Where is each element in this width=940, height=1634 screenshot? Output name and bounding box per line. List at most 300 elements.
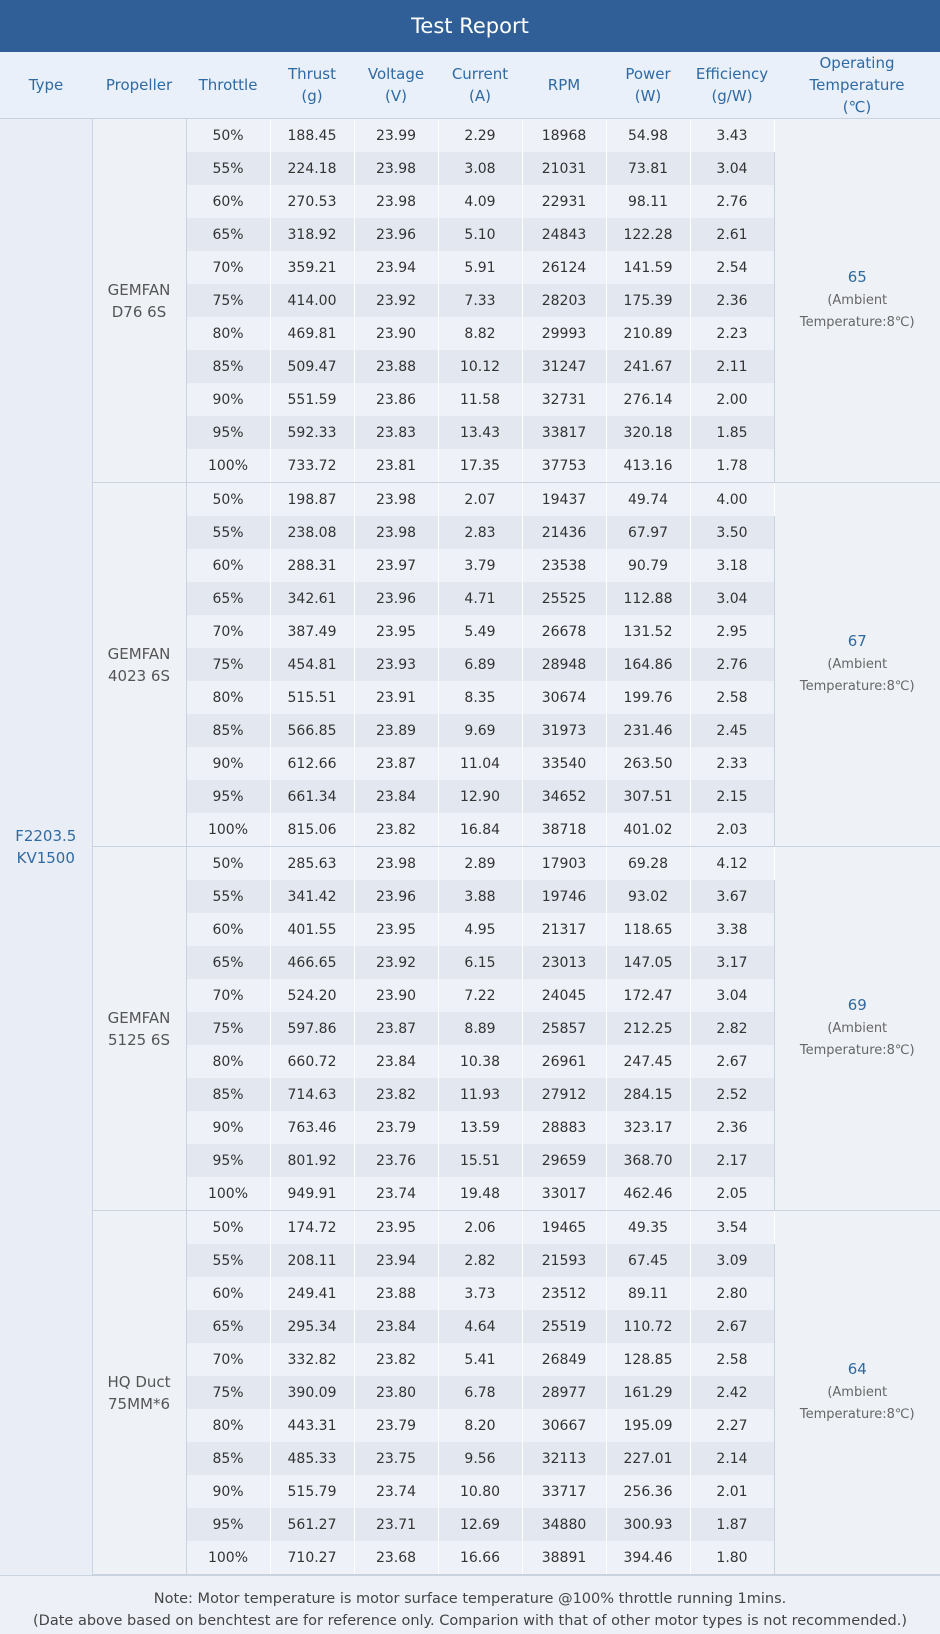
thrust-cell: 612.66 [270, 747, 354, 780]
voltage-cell: 23.74 [354, 1177, 438, 1211]
header-throttle [186, 52, 270, 119]
header-propeller-label: Propeller [105, 76, 173, 94]
efficiency-cell: 3.43 [690, 119, 774, 153]
efficiency-cell: 2.17 [690, 1144, 774, 1177]
power-cell: 247.45 [606, 1045, 690, 1078]
ambient-temperature-label: Temperature:8℃) [799, 678, 915, 694]
throttle-cell: 55% [186, 516, 270, 549]
power-cell: 323.17 [606, 1111, 690, 1144]
current-cell: 19.48 [438, 1177, 522, 1211]
current-cell: 3.08 [438, 152, 522, 185]
voltage-cell: 23.84 [354, 780, 438, 813]
voltage-cell: 23.91 [354, 681, 438, 714]
voltage-cell: 23.87 [354, 1012, 438, 1045]
footnote-line-2: (Date above based on benchtest are for reference only. Comparion with that of other motor types is not recommended.) [33, 1613, 907, 1629]
rpm-cell: 23538 [522, 549, 606, 582]
voltage-cell: 23.96 [354, 880, 438, 913]
power-cell: 141.59 [606, 251, 690, 284]
current-cell: 2.89 [438, 847, 522, 881]
throttle-cell: 95% [186, 416, 270, 449]
rpm-cell: 34652 [522, 780, 606, 813]
throttle-cell: 75% [186, 284, 270, 317]
header-voltage [354, 52, 438, 119]
ambient-temperature-label: (Ambient [827, 292, 888, 308]
current-cell: 17.35 [438, 449, 522, 483]
header-operating-temperature [774, 52, 940, 119]
voltage-cell: 23.71 [354, 1508, 438, 1541]
power-cell: 172.47 [606, 979, 690, 1012]
ambient-temperature-label: Temperature:8℃) [799, 1042, 915, 1058]
current-cell: 8.82 [438, 317, 522, 350]
power-cell: 284.15 [606, 1078, 690, 1111]
ambient-temperature-label: (Ambient [827, 1020, 888, 1036]
voltage-cell: 23.92 [354, 284, 438, 317]
efficiency-cell: 3.38 [690, 913, 774, 946]
throttle-cell: 55% [186, 880, 270, 913]
efficiency-cell: 2.00 [690, 383, 774, 416]
propeller-cell [92, 483, 186, 847]
current-cell: 5.10 [438, 218, 522, 251]
thrust-cell: 566.85 [270, 714, 354, 747]
rpm-cell: 32731 [522, 383, 606, 416]
power-cell: 73.81 [606, 152, 690, 185]
efficiency-cell: 2.82 [690, 1012, 774, 1045]
rpm-cell: 28948 [522, 648, 606, 681]
test-report-table [0, 52, 940, 1575]
throttle-cell: 90% [186, 747, 270, 780]
header-efficiency-unit: (g/W) [711, 87, 753, 105]
power-cell: 164.86 [606, 648, 690, 681]
voltage-cell: 23.98 [354, 483, 438, 517]
voltage-cell: 23.99 [354, 119, 438, 153]
rpm-cell: 38891 [522, 1541, 606, 1575]
thrust-cell: 815.06 [270, 813, 354, 847]
efficiency-cell: 3.09 [690, 1244, 774, 1277]
power-cell: 67.97 [606, 516, 690, 549]
rpm-cell: 19437 [522, 483, 606, 517]
type-label-line: F2203.5 [15, 826, 77, 845]
rpm-cell: 25525 [522, 582, 606, 615]
current-cell: 2.82 [438, 1244, 522, 1277]
thrust-cell: 414.00 [270, 284, 354, 317]
ambient-temperature-label: Temperature:8℃) [799, 314, 915, 330]
header-op-temp-line1: Operating [819, 54, 895, 72]
power-cell: 210.89 [606, 317, 690, 350]
current-cell: 10.12 [438, 350, 522, 383]
voltage-cell: 23.82 [354, 813, 438, 847]
thrust-cell: 295.34 [270, 1310, 354, 1343]
rpm-cell: 26961 [522, 1045, 606, 1078]
thrust-cell: 515.51 [270, 681, 354, 714]
rpm-cell: 38718 [522, 813, 606, 847]
rpm-cell: 21436 [522, 516, 606, 549]
propeller-label-line: 5125 6S [107, 1030, 170, 1049]
efficiency-cell: 1.85 [690, 416, 774, 449]
thrust-cell: 466.65 [270, 946, 354, 979]
propeller-label-line: D76 6S [111, 302, 167, 321]
efficiency-cell: 2.52 [690, 1078, 774, 1111]
thrust-cell: 387.49 [270, 615, 354, 648]
header-current [438, 52, 522, 119]
throttle-cell: 55% [186, 1244, 270, 1277]
voltage-cell: 23.79 [354, 1111, 438, 1144]
thrust-cell: 763.46 [270, 1111, 354, 1144]
efficiency-cell: 2.58 [690, 1343, 774, 1376]
efficiency-cell: 4.00 [690, 483, 774, 517]
rpm-cell: 22931 [522, 185, 606, 218]
thrust-cell: 318.92 [270, 218, 354, 251]
header-rpm-label: RPM [547, 76, 581, 94]
voltage-cell: 23.76 [354, 1144, 438, 1177]
header-thrust-label: Thrust [287, 65, 337, 83]
operating-temperature-cell [774, 1211, 940, 1575]
power-cell: 112.88 [606, 582, 690, 615]
rpm-cell: 29993 [522, 317, 606, 350]
throttle-cell: 90% [186, 1475, 270, 1508]
throttle-cell: 75% [186, 1012, 270, 1045]
operating-temperature-cell [774, 847, 940, 1211]
rpm-cell: 33540 [522, 747, 606, 780]
power-cell: 368.70 [606, 1144, 690, 1177]
voltage-cell: 23.88 [354, 350, 438, 383]
efficiency-cell: 2.33 [690, 747, 774, 780]
power-cell: 263.50 [606, 747, 690, 780]
thrust-cell: 597.86 [270, 1012, 354, 1045]
thrust-cell: 714.63 [270, 1078, 354, 1111]
thrust-cell: 285.63 [270, 847, 354, 881]
efficiency-cell: 3.67 [690, 880, 774, 913]
voltage-cell: 23.84 [354, 1045, 438, 1078]
thrust-cell: 515.79 [270, 1475, 354, 1508]
ambient-temperature-label: (Ambient [827, 656, 888, 672]
throttle-cell: 85% [186, 1078, 270, 1111]
ambient-temperature-label: (Ambient [827, 1384, 888, 1400]
table-row [0, 483, 940, 517]
rpm-cell: 19746 [522, 880, 606, 913]
rpm-cell: 21031 [522, 152, 606, 185]
power-cell: 276.14 [606, 383, 690, 416]
rpm-cell: 29659 [522, 1144, 606, 1177]
throttle-cell: 65% [186, 1310, 270, 1343]
current-cell: 13.59 [438, 1111, 522, 1144]
current-cell: 16.66 [438, 1541, 522, 1575]
voltage-cell: 23.90 [354, 979, 438, 1012]
voltage-cell: 23.98 [354, 152, 438, 185]
header-voltage-label: Voltage [367, 65, 425, 83]
efficiency-cell: 2.23 [690, 317, 774, 350]
current-cell: 2.29 [438, 119, 522, 153]
throttle-cell: 65% [186, 218, 270, 251]
thrust-cell: 342.61 [270, 582, 354, 615]
voltage-cell: 23.90 [354, 317, 438, 350]
efficiency-cell: 3.50 [690, 516, 774, 549]
thrust-cell: 270.53 [270, 185, 354, 218]
throttle-cell: 50% [186, 847, 270, 881]
power-cell: 54.98 [606, 119, 690, 153]
power-cell: 93.02 [606, 880, 690, 913]
power-cell: 131.52 [606, 615, 690, 648]
header-op-temp-unit: (℃) [842, 98, 872, 116]
voltage-cell: 23.82 [354, 1078, 438, 1111]
header-throttle-label: Throttle [198, 76, 258, 94]
header-propeller [92, 52, 186, 119]
rpm-cell: 24045 [522, 979, 606, 1012]
current-cell: 11.04 [438, 747, 522, 780]
power-cell: 98.11 [606, 185, 690, 218]
table-row [0, 847, 940, 881]
efficiency-cell: 2.01 [690, 1475, 774, 1508]
header-power-unit: (W) [634, 87, 662, 105]
voltage-cell: 23.81 [354, 449, 438, 483]
header-efficiency-label: Efficiency [695, 65, 769, 83]
power-cell: 89.11 [606, 1277, 690, 1310]
voltage-cell: 23.75 [354, 1442, 438, 1475]
thrust-cell: 238.08 [270, 516, 354, 549]
throttle-cell: 70% [186, 615, 270, 648]
voltage-cell: 23.95 [354, 913, 438, 946]
rpm-cell: 28203 [522, 284, 606, 317]
voltage-cell: 23.95 [354, 615, 438, 648]
propeller-label-line: GEMFAN [107, 1008, 171, 1027]
rpm-cell: 17903 [522, 847, 606, 881]
thrust-cell: 224.18 [270, 152, 354, 185]
thrust-cell: 524.20 [270, 979, 354, 1012]
thrust-cell: 551.59 [270, 383, 354, 416]
power-cell: 300.93 [606, 1508, 690, 1541]
current-cell: 5.49 [438, 615, 522, 648]
throttle-cell: 70% [186, 979, 270, 1012]
throttle-cell: 60% [186, 185, 270, 218]
report-body [0, 119, 940, 1575]
current-cell: 8.20 [438, 1409, 522, 1442]
rpm-cell: 30674 [522, 681, 606, 714]
header-row [0, 52, 940, 119]
power-cell: 118.65 [606, 913, 690, 946]
power-cell: 231.46 [606, 714, 690, 747]
rpm-cell: 25519 [522, 1310, 606, 1343]
efficiency-cell: 1.80 [690, 1541, 774, 1575]
rpm-cell: 26849 [522, 1343, 606, 1376]
rpm-cell: 31247 [522, 350, 606, 383]
operating-temperature-value: 65 [847, 267, 867, 286]
header-current-unit: (A) [469, 87, 491, 105]
power-cell: 212.25 [606, 1012, 690, 1045]
thrust-cell: 509.47 [270, 350, 354, 383]
efficiency-cell: 2.42 [690, 1376, 774, 1409]
rpm-cell: 18968 [522, 119, 606, 153]
propeller-cell [92, 847, 186, 1211]
header-thrust [270, 52, 354, 119]
voltage-cell: 23.84 [354, 1310, 438, 1343]
efficiency-cell: 1.87 [690, 1508, 774, 1541]
power-cell: 175.39 [606, 284, 690, 317]
throttle-cell: 70% [186, 251, 270, 284]
voltage-cell: 23.79 [354, 1409, 438, 1442]
efficiency-cell: 4.12 [690, 847, 774, 881]
header-power-label: Power [625, 65, 671, 83]
current-cell: 4.95 [438, 913, 522, 946]
rpm-cell: 23512 [522, 1277, 606, 1310]
efficiency-cell: 2.61 [690, 218, 774, 251]
thrust-cell: 733.72 [270, 449, 354, 483]
thrust-cell: 188.45 [270, 119, 354, 153]
efficiency-cell: 3.17 [690, 946, 774, 979]
header-current-label: Current [451, 65, 509, 83]
thrust-cell: 401.55 [270, 913, 354, 946]
rpm-cell: 37753 [522, 449, 606, 483]
rpm-cell: 28977 [522, 1376, 606, 1409]
current-cell: 3.88 [438, 880, 522, 913]
efficiency-cell: 2.76 [690, 648, 774, 681]
thrust-cell: 208.11 [270, 1244, 354, 1277]
current-cell: 9.69 [438, 714, 522, 747]
propeller-label-line: GEMFAN [107, 644, 171, 663]
efficiency-cell: 2.58 [690, 681, 774, 714]
current-cell: 4.71 [438, 582, 522, 615]
current-cell: 11.93 [438, 1078, 522, 1111]
current-cell: 6.78 [438, 1376, 522, 1409]
efficiency-cell: 2.67 [690, 1045, 774, 1078]
throttle-cell: 100% [186, 1177, 270, 1211]
rpm-cell: 32113 [522, 1442, 606, 1475]
header-efficiency [690, 52, 774, 119]
type-label-line: KV1500 [16, 848, 75, 867]
current-cell: 6.89 [438, 648, 522, 681]
efficiency-cell: 2.95 [690, 615, 774, 648]
efficiency-cell: 2.14 [690, 1442, 774, 1475]
current-cell: 10.38 [438, 1045, 522, 1078]
throttle-cell: 65% [186, 582, 270, 615]
throttle-cell: 95% [186, 1144, 270, 1177]
propeller-label-line: GEMFAN [107, 280, 171, 299]
voltage-cell: 23.74 [354, 1475, 438, 1508]
voltage-cell: 23.82 [354, 1343, 438, 1376]
current-cell: 13.43 [438, 416, 522, 449]
table-row [0, 119, 940, 153]
throttle-cell: 80% [186, 1045, 270, 1078]
header-type [0, 52, 92, 119]
efficiency-cell: 2.27 [690, 1409, 774, 1442]
rpm-cell: 34880 [522, 1508, 606, 1541]
voltage-cell: 23.94 [354, 251, 438, 284]
thrust-cell: 288.31 [270, 549, 354, 582]
rpm-cell: 26678 [522, 615, 606, 648]
efficiency-cell: 3.04 [690, 152, 774, 185]
efficiency-cell: 2.80 [690, 1277, 774, 1310]
efficiency-cell: 2.36 [690, 284, 774, 317]
throttle-cell: 100% [186, 449, 270, 483]
voltage-cell: 23.98 [354, 185, 438, 218]
power-cell: 195.09 [606, 1409, 690, 1442]
rpm-cell: 27912 [522, 1078, 606, 1111]
operating-temperature-cell [774, 483, 940, 847]
thrust-cell: 949.91 [270, 1177, 354, 1211]
voltage-cell: 23.87 [354, 747, 438, 780]
thrust-cell: 174.72 [270, 1211, 354, 1245]
voltage-cell: 23.94 [354, 1244, 438, 1277]
rpm-cell: 21317 [522, 913, 606, 946]
header-voltage-unit: (V) [385, 87, 407, 105]
thrust-cell: 198.87 [270, 483, 354, 517]
current-cell: 7.33 [438, 284, 522, 317]
throttle-cell: 85% [186, 1442, 270, 1475]
power-cell: 161.29 [606, 1376, 690, 1409]
throttle-cell: 85% [186, 714, 270, 747]
voltage-cell: 23.80 [354, 1376, 438, 1409]
current-cell: 2.07 [438, 483, 522, 517]
power-cell: 227.01 [606, 1442, 690, 1475]
power-cell: 199.76 [606, 681, 690, 714]
power-cell: 462.46 [606, 1177, 690, 1211]
voltage-cell: 23.98 [354, 516, 438, 549]
current-cell: 2.83 [438, 516, 522, 549]
rpm-cell: 24843 [522, 218, 606, 251]
voltage-cell: 23.89 [354, 714, 438, 747]
footnote [0, 1575, 940, 1632]
efficiency-cell: 2.76 [690, 185, 774, 218]
rpm-cell: 33717 [522, 1475, 606, 1508]
throttle-cell: 85% [186, 350, 270, 383]
power-cell: 49.35 [606, 1211, 690, 1245]
power-cell: 394.46 [606, 1541, 690, 1575]
operating-temperature-cell [774, 119, 940, 483]
footnote-line-1: Note: Motor temperature is motor surface temperature @100% throttle running 1mins. [153, 1591, 787, 1607]
thrust-cell: 801.92 [270, 1144, 354, 1177]
thrust-cell: 660.72 [270, 1045, 354, 1078]
voltage-cell: 23.88 [354, 1277, 438, 1310]
current-cell: 7.22 [438, 979, 522, 1012]
power-cell: 49.74 [606, 483, 690, 517]
thrust-cell: 592.33 [270, 416, 354, 449]
throttle-cell: 100% [186, 813, 270, 847]
thrust-cell: 341.42 [270, 880, 354, 913]
current-cell: 3.73 [438, 1277, 522, 1310]
throttle-cell: 65% [186, 946, 270, 979]
efficiency-cell: 2.36 [690, 1111, 774, 1144]
throttle-cell: 100% [186, 1541, 270, 1575]
current-cell: 8.89 [438, 1012, 522, 1045]
operating-temperature-value: 64 [847, 1359, 867, 1378]
current-cell: 15.51 [438, 1144, 522, 1177]
table-row [0, 1211, 940, 1245]
throttle-cell: 75% [186, 648, 270, 681]
efficiency-cell: 3.54 [690, 1211, 774, 1245]
thrust-cell: 485.33 [270, 1442, 354, 1475]
current-cell: 9.56 [438, 1442, 522, 1475]
current-cell: 6.15 [438, 946, 522, 979]
efficiency-cell: 2.45 [690, 714, 774, 747]
throttle-cell: 80% [186, 1409, 270, 1442]
thrust-cell: 443.31 [270, 1409, 354, 1442]
current-cell: 10.80 [438, 1475, 522, 1508]
rpm-cell: 28883 [522, 1111, 606, 1144]
current-cell: 4.09 [438, 185, 522, 218]
thrust-cell: 332.82 [270, 1343, 354, 1376]
power-cell: 401.02 [606, 813, 690, 847]
power-cell: 320.18 [606, 416, 690, 449]
power-cell: 90.79 [606, 549, 690, 582]
rpm-cell: 26124 [522, 251, 606, 284]
power-cell: 241.67 [606, 350, 690, 383]
report-title: Test Report [0, 0, 940, 52]
operating-temperature-value: 67 [847, 631, 867, 650]
current-cell: 3.79 [438, 549, 522, 582]
efficiency-cell: 1.78 [690, 449, 774, 483]
efficiency-cell: 2.67 [690, 1310, 774, 1343]
thrust-cell: 710.27 [270, 1541, 354, 1575]
throttle-cell: 80% [186, 317, 270, 350]
header-thrust-unit: (g) [301, 87, 323, 105]
